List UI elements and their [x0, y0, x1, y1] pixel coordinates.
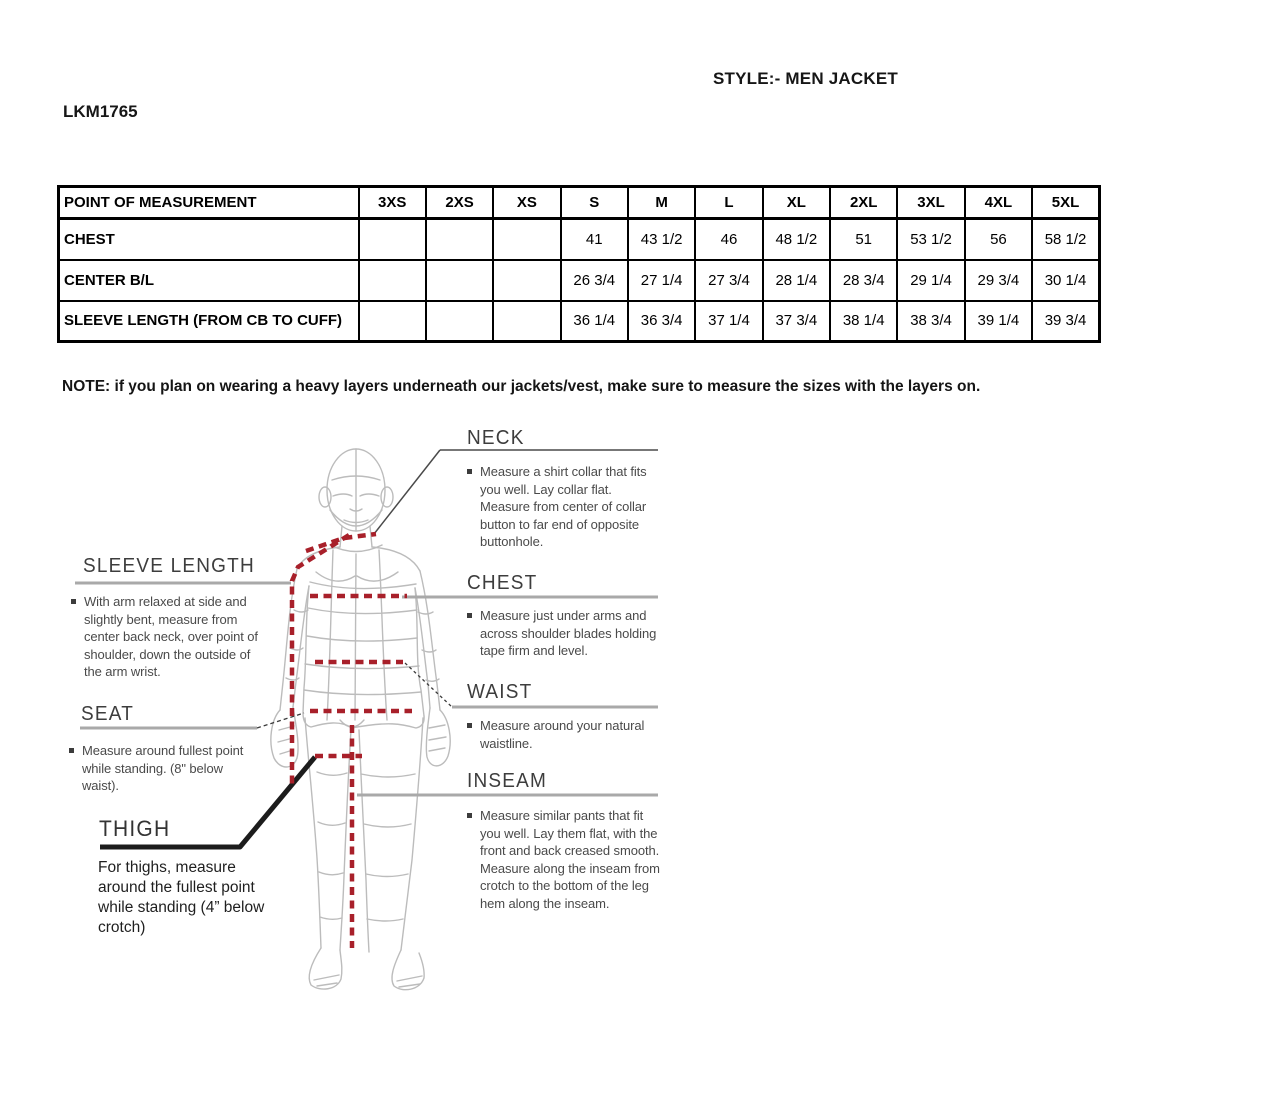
measure-lines	[292, 534, 412, 948]
measurement-value-cell: 48 1/2	[763, 219, 830, 260]
chest-instructions: Measure just under arms and across shoulder blades holding tape firm and level.	[480, 608, 657, 658]
chest-section	[467, 572, 677, 660]
measurement-diagram	[0, 420, 700, 1060]
column-header-size: 5XL	[1032, 187, 1099, 219]
neck-instructions: Measure a shirt collar that fits you well. Lay collar flat. Measure from center of collar button to far end of opposite buttonhole.	[480, 464, 647, 549]
column-header-size: M	[628, 187, 695, 219]
measurement-value-cell: 36 1/4	[561, 301, 628, 342]
thigh-section-title: THIGH	[99, 817, 171, 842]
measurement-value-cell	[493, 301, 560, 342]
row-label: CHEST	[59, 219, 359, 260]
row-label: SLEEVE LENGTH (FROM CB TO CUFF)	[59, 301, 359, 342]
measurement-value-cell: 38 1/4	[830, 301, 897, 342]
inseam-section-title: INSEAM	[467, 770, 548, 793]
table-row	[59, 301, 1100, 342]
column-header-size: S	[561, 187, 628, 219]
column-header-size: 3XS	[359, 187, 426, 219]
bullet-square-icon	[467, 613, 472, 618]
waist-section-title: WAIST	[467, 681, 533, 704]
bullet-square-icon	[467, 813, 472, 818]
neck-leader-line	[374, 450, 440, 534]
column-header-point-of-measurement: POINT OF MEASUREMENT	[59, 187, 359, 219]
measurement-value-cell	[359, 260, 426, 301]
column-header-size: 2XL	[830, 187, 897, 219]
measurement-value-cell: 27 3/4	[695, 260, 762, 301]
sleeve-length-instructions: With arm relaxed at side and slightly bent, measure from center back neck, over point of shoulder, down the outside of the arm wrist.	[84, 594, 258, 679]
thigh-instructions: For thighs, measure around the fullest point while standing (4” below crotch)	[98, 859, 265, 936]
bullet-square-icon	[467, 469, 472, 474]
page-title: STYLE:- MEN JACKET	[713, 69, 898, 88]
inseam-instructions: Measure similar pants that fit you well. Lay them flat, with the front and back creased smooth. Measure along the inseam from crotch to the bottom of the leg hem along the inseam.	[480, 808, 660, 911]
measurement-value-cell	[426, 301, 493, 342]
waist-instructions: Measure around your natural waistline.	[480, 718, 645, 751]
neck-section	[467, 427, 667, 551]
sleeve-length-section-title: SLEEVE LENGTH	[83, 555, 255, 578]
measurement-value-cell: 51	[830, 219, 897, 260]
style-code: LKM1765	[63, 102, 138, 121]
sleeve-length-section	[83, 555, 293, 681]
measurement-value-cell: 30 1/4	[1032, 260, 1099, 301]
measurement-value-cell: 29 1/4	[897, 260, 964, 301]
thigh-section	[99, 817, 309, 938]
column-header-size: 4XL	[965, 187, 1032, 219]
column-header-size: XL	[763, 187, 830, 219]
measurement-value-cell	[493, 260, 560, 301]
measurement-value-cell: 53 1/2	[897, 219, 964, 260]
bullet-square-icon	[467, 723, 472, 728]
measurement-value-cell	[426, 260, 493, 301]
measurement-value-cell	[359, 301, 426, 342]
measurement-value-cell: 27 1/4	[628, 260, 695, 301]
waist-leader-line	[405, 663, 452, 707]
column-header-size: L	[695, 187, 762, 219]
measurement-value-cell: 28 3/4	[830, 260, 897, 301]
measurement-value-cell: 36 3/4	[628, 301, 695, 342]
column-header-size: 2XS	[426, 187, 493, 219]
measurement-value-cell: 29 3/4	[965, 260, 1032, 301]
measurement-value-cell: 37 3/4	[763, 301, 830, 342]
seat-instructions: Measure around fullest point while standing. (8" below waist).	[82, 743, 244, 793]
measurement-value-cell: 39 3/4	[1032, 301, 1099, 342]
neck-section-title: NECK	[467, 427, 525, 450]
measurement-value-cell	[359, 219, 426, 260]
table-row	[59, 260, 1100, 301]
sleeve-measure-line	[292, 535, 349, 784]
measurement-value-cell: 26 3/4	[561, 260, 628, 301]
size-table	[57, 185, 1101, 343]
inseam-section	[467, 770, 677, 912]
measurement-value-cell: 38 3/4	[897, 301, 964, 342]
measurement-value-cell: 37 1/4	[695, 301, 762, 342]
measurement-value-cell: 39 1/4	[965, 301, 1032, 342]
column-header-size: 3XL	[897, 187, 964, 219]
seat-section-title: SEAT	[81, 703, 135, 726]
measurement-value-cell: 58 1/2	[1032, 219, 1099, 260]
measurement-value-cell: 46	[695, 219, 762, 260]
measurement-value-cell: 56	[965, 219, 1032, 260]
seat-section	[81, 703, 281, 795]
measurement-value-cell	[493, 219, 560, 260]
note-text: NOTE: if you plan on wearing a heavy layers underneath our jackets/vest, make sure to measure the sizes with the layers on.	[62, 378, 981, 395]
row-label: CENTER B/L	[59, 260, 359, 301]
measurement-value-cell: 41	[561, 219, 628, 260]
measurement-value-cell	[426, 219, 493, 260]
waist-section	[467, 681, 667, 752]
size-table-header-row	[59, 187, 1100, 219]
measurement-value-cell: 28 1/4	[763, 260, 830, 301]
column-header-size: XS	[493, 187, 560, 219]
table-row	[59, 219, 1100, 260]
bullet-square-icon	[71, 599, 76, 604]
chest-section-title: CHEST	[467, 572, 538, 595]
measurement-value-cell: 43 1/2	[628, 219, 695, 260]
bullet-square-icon	[69, 748, 74, 753]
